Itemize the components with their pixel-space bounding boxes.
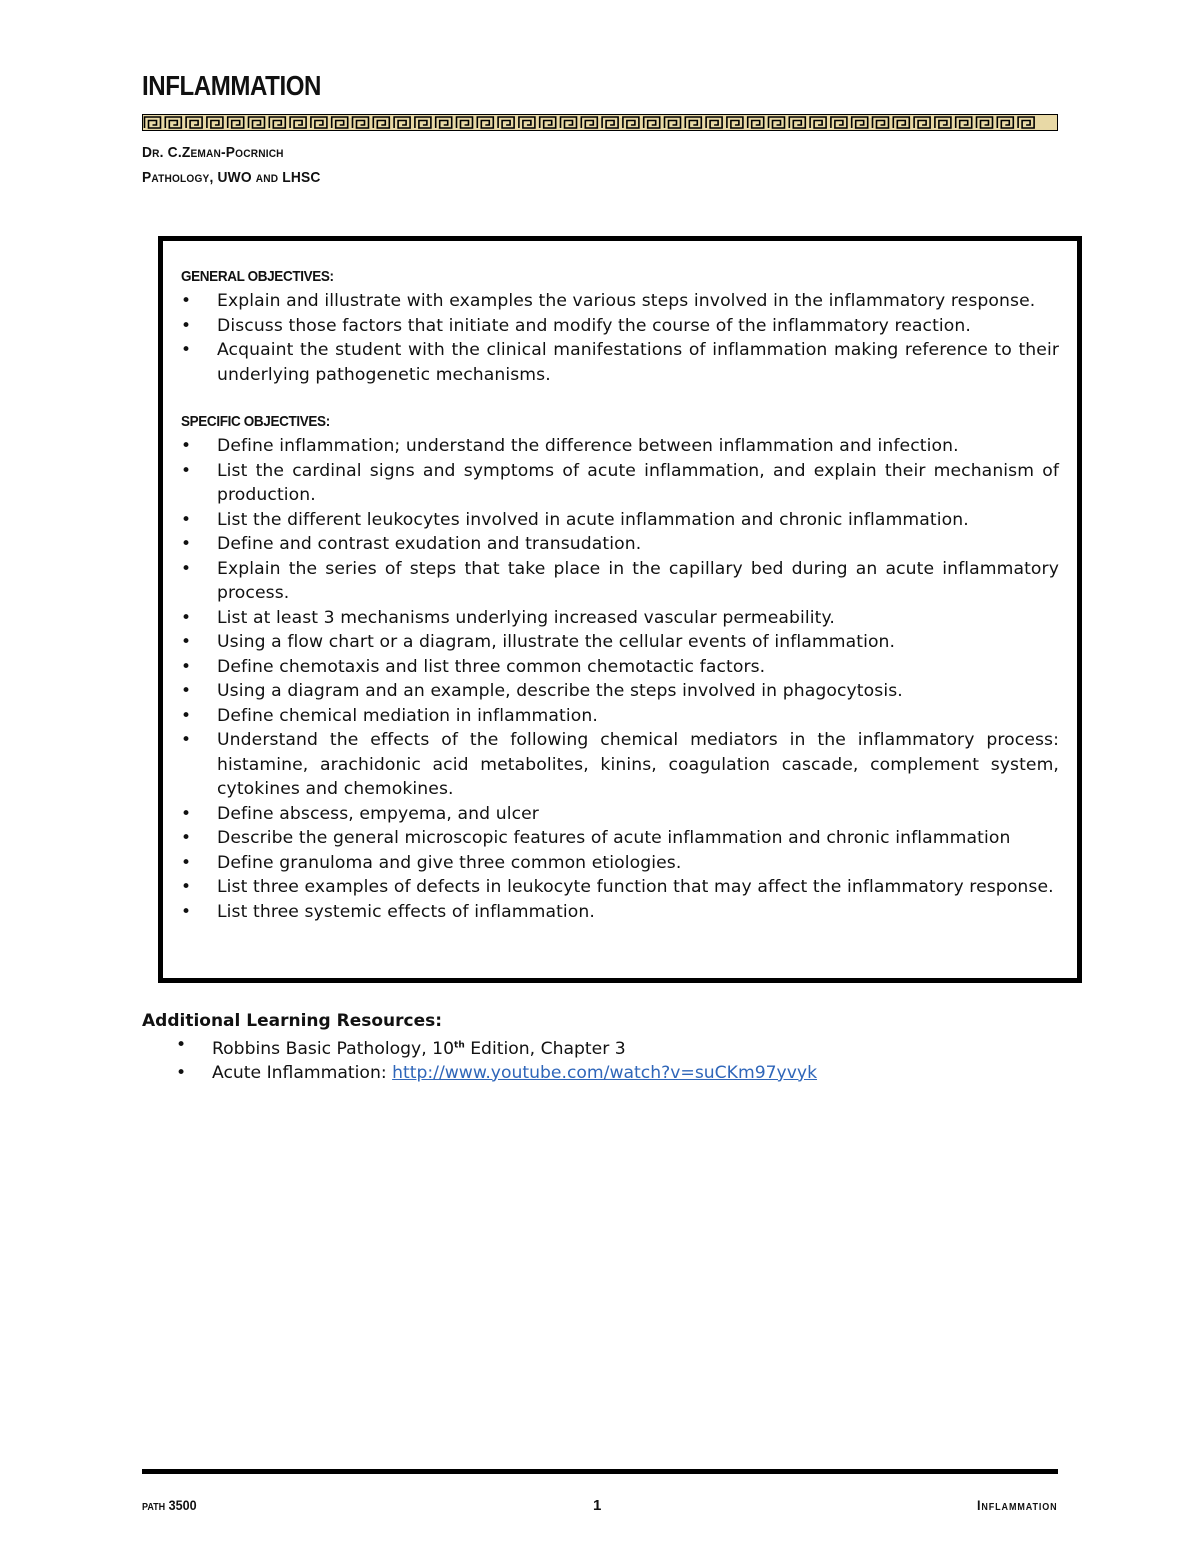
objective-text: Define chemical mediation in inflammation.: [217, 705, 598, 726]
objectives-box: [158, 236, 1082, 983]
additional-resources: [142, 1009, 1058, 1085]
page-footer: [142, 1497, 1058, 1521]
bullet-icon: •: [181, 315, 192, 336]
list-item: [181, 434, 1059, 459]
page-number: 1: [593, 1497, 602, 1514]
bullet-icon: •: [181, 828, 192, 848]
list-item: [181, 532, 1059, 557]
list-item: [181, 802, 1059, 827]
list-item: [181, 655, 1059, 680]
bullet-icon: •: [181, 509, 192, 530]
bullet-icon: •: [181, 291, 192, 311]
bullet-icon: •: [176, 1035, 187, 1055]
greek-key-border: [142, 114, 1058, 131]
footer-title: Inflammation: [977, 1497, 1058, 1513]
list-item: [181, 875, 1059, 900]
footer-divider: [142, 1469, 1058, 1474]
resource-textbook: Robbins Basic Pathology, 10th Edition, Chapter 3: [212, 1038, 626, 1059]
list-item: [181, 606, 1059, 631]
bullet-icon: •: [181, 460, 192, 481]
objective-text: Explain the series of steps that take place in the capillary bed during an acute inflammatory process.: [217, 558, 1059, 603]
bullet-icon: •: [181, 901, 192, 922]
bullet-icon: •: [181, 656, 192, 677]
bullet-icon: •: [181, 607, 192, 628]
list-item: [142, 1061, 1058, 1085]
objective-text: List three systemic effects of inflammation.: [217, 901, 595, 922]
objective-text: List the different leukocytes involved in acute inflammation and chronic inflammation.: [217, 509, 969, 530]
objective-text: Define inflammation; understand the difference between inflammation and infection.: [217, 436, 959, 456]
resources-list: [142, 1033, 1058, 1085]
list-item: [181, 851, 1059, 876]
specific-objectives-list: [181, 434, 1059, 924]
superscript: th: [454, 1040, 465, 1050]
list-item: [181, 728, 1059, 802]
specific-objectives-heading: SPECIFIC OBJECTIVES:: [181, 413, 330, 430]
objective-text: Define abscess, empyema, and ulcer: [217, 803, 539, 824]
objective-text: Discuss those factors that initiate and modify the course of the inflammatory reaction.: [217, 315, 971, 336]
list-item: [181, 826, 1059, 851]
objective-text: Understand the effects of the following chemical mediators in the inflammatory process: histamine, arachidonic acid metabolites, kinins, coagulation cascade, complement system, cytokines and chemokines.: [217, 730, 1059, 799]
author-affiliation: Pathology, UWO and LHSC: [142, 169, 321, 186]
bullet-icon: •: [181, 340, 192, 360]
general-objectives-list: [181, 289, 1059, 387]
list-item: [181, 704, 1059, 729]
youtube-link[interactable]: http://www.youtube.com/watch?v=suCKm97yvyk: [392, 1062, 818, 1083]
list-item: [181, 459, 1059, 508]
bullet-icon: •: [181, 803, 192, 824]
list-item: [181, 900, 1059, 925]
resources-heading: Additional Learning Resources:: [142, 1011, 443, 1031]
list-item: [181, 679, 1059, 704]
bullet-icon: •: [181, 877, 192, 897]
bullet-icon: •: [181, 436, 192, 456]
objective-text: Describe the general microscopic features of acute inflammation and chronic inflammation: [217, 828, 1011, 848]
bullet-icon: •: [181, 534, 192, 554]
general-objectives-heading: GENERAL OBJECTIVES:: [181, 268, 334, 285]
list-item: [181, 314, 1059, 339]
list-item: [181, 630, 1059, 655]
author-block: [142, 140, 321, 190]
list-item: [142, 1033, 1058, 1061]
objective-text: Using a diagram and an example, describe the steps involved in phagocytosis.: [217, 681, 903, 701]
bullet-icon: •: [181, 632, 192, 652]
objective-text: List at least 3 mechanisms underlying increased vascular permeability.: [217, 607, 835, 628]
objective-text: Acquaint the student with the clinical manifestations of inflammation making reference to their underlying pathogenetic mechanisms.: [217, 340, 1059, 385]
bullet-icon: •: [181, 852, 192, 873]
objective-text: List the cardinal signs and symptoms of acute inflammation, and explain their mechanism of production.: [217, 460, 1059, 505]
objective-text: Define chemotaxis and list three common chemotactic factors.: [217, 656, 766, 677]
bullet-icon: •: [181, 705, 192, 726]
objective-text: Using a flow chart or a diagram, illustrate the cellular events of inflammation.: [217, 632, 896, 652]
resource-video-label: Acute Inflammation:: [212, 1062, 393, 1083]
objective-text: List three examples of defects in leukocyte function that may affect the inflammatory response.: [217, 877, 1054, 897]
list-item: [181, 338, 1059, 387]
course-code: path 3500: [142, 1497, 197, 1513]
bullet-icon: •: [181, 558, 192, 579]
objective-text: Explain and illustrate with examples the various steps involved in the inflammatory response.: [217, 291, 1036, 311]
bullet-icon: •: [181, 681, 192, 701]
list-item: [181, 557, 1059, 606]
bullet-icon: •: [181, 730, 192, 750]
list-item: [181, 289, 1059, 314]
page-title: INFLAMMATION: [142, 70, 321, 101]
objective-text: Define granuloma and give three common etiologies.: [217, 852, 682, 873]
list-item: [181, 508, 1059, 533]
objective-text: Define and contrast exudation and transudation.: [217, 534, 642, 554]
bullet-icon: •: [176, 1062, 187, 1083]
author-name: Dr. C.Zeman-Pocrnich: [142, 144, 284, 161]
